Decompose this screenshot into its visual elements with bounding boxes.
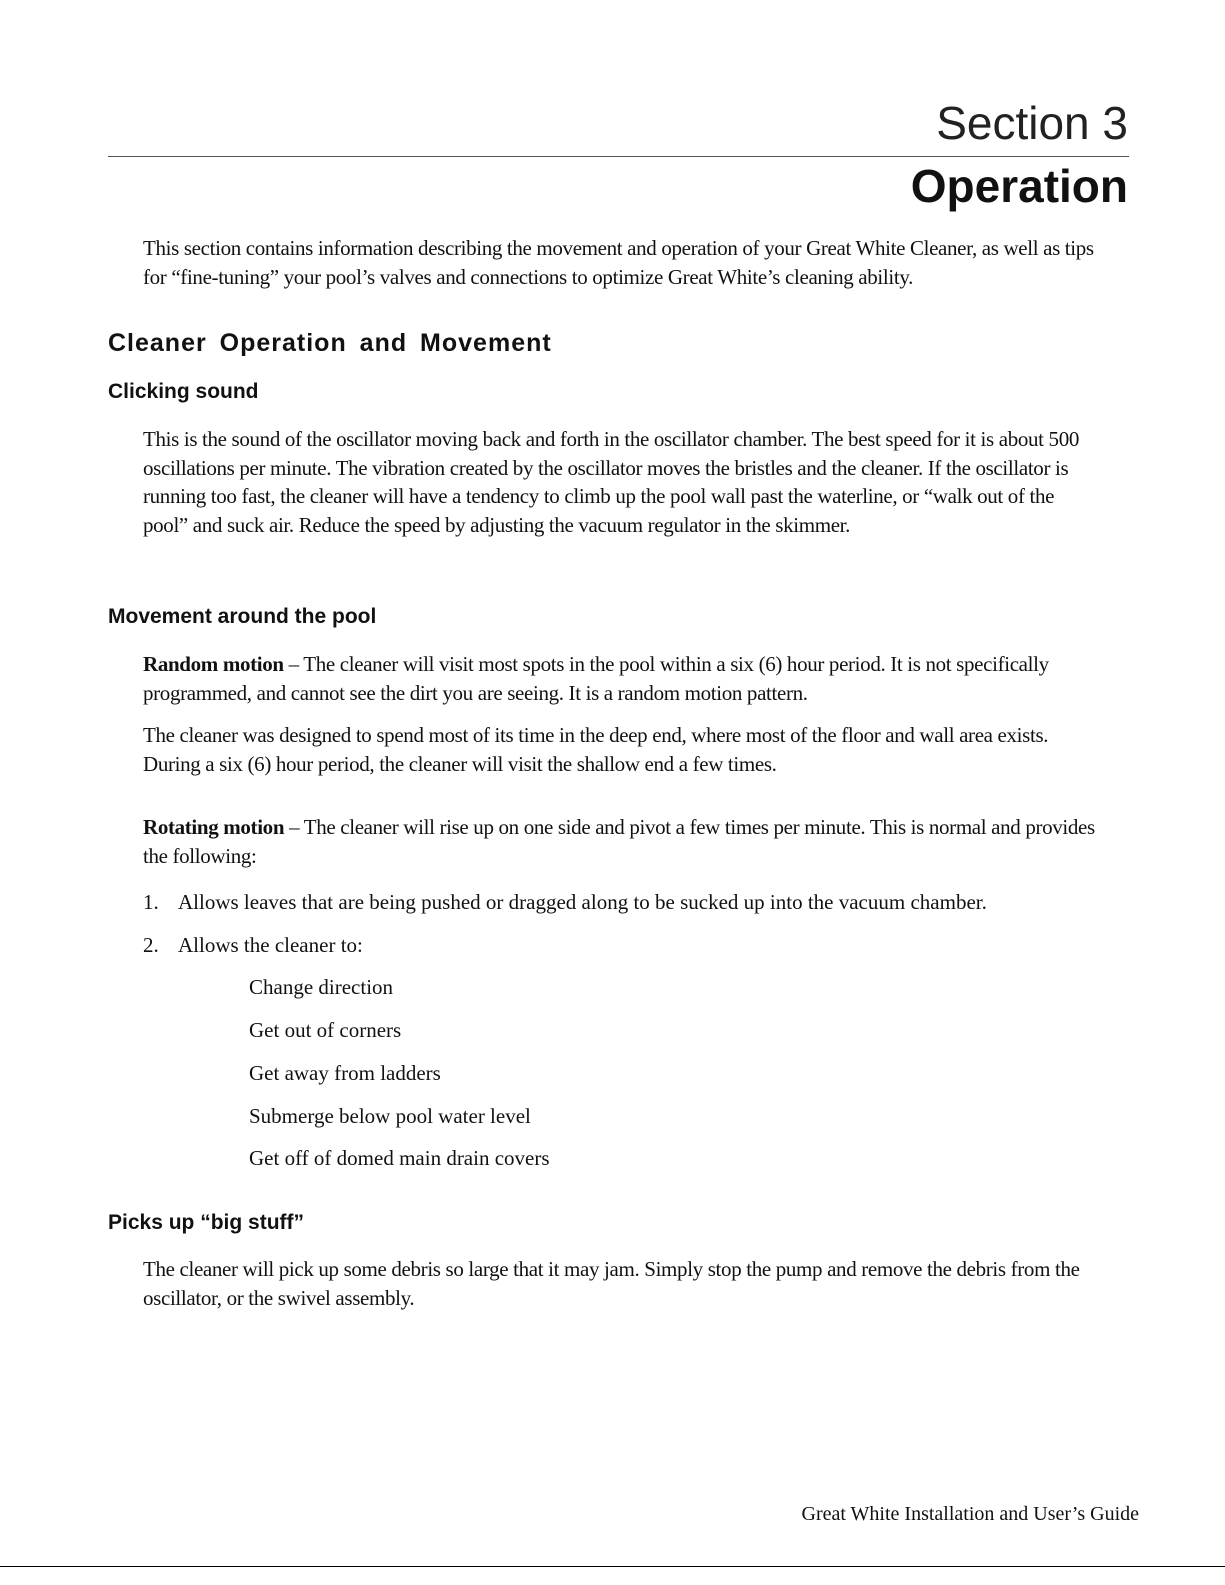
big-stuff-heading: Picks up “big stuff” <box>108 1211 305 1234</box>
rotating-motion-paragraph <box>143 813 1103 870</box>
item-text: Allows the cleaner to: <box>178 933 363 957</box>
item-number: 2. <box>143 933 159 957</box>
big-stuff-paragraph: The cleaner will pick up some debris so large that it may jam. Simply stop the pump and remove the debris from the oscillator, or the swivel assembly. <box>143 1257 1080 1310</box>
section-heading: Cleaner Operation and Movement <box>108 329 552 357</box>
item-text: Allows leaves that are being pushed or dragged along to be sucked up into the vacuum chamber. <box>178 890 987 914</box>
random-motion-paragraph <box>143 650 1103 707</box>
rotating-motion-label: Rotating motion <box>143 815 285 839</box>
sub-list-item: Get off of domed main drain covers <box>249 1146 550 1170</box>
section-number: Section 3 <box>936 97 1128 149</box>
rotating-motion-text: – The cleaner will rise up on one side and pivot a few times per minute. This is normal and provides the following: <box>143 815 1095 868</box>
section-title: Operation <box>910 160 1128 212</box>
sub-list-item: Get out of corners <box>249 1018 402 1042</box>
item-number: 1. <box>143 890 159 914</box>
clicking-sound-paragraph: This is the sound of the oscillator moving back and forth in the oscillator chamber. The best speed for it is about 500 oscillations per minute. The vibration created by the oscillator moves the bristles and the cleaner. If the oscillator is running too fast, the cleaner will have a tendency to climb up the pool wall past the waterline, or “walk out of the pool” and suck air. Reduce the speed by adjusting the vacuum regulator in the skimmer. <box>143 427 1080 537</box>
random-motion-text: – The cleaner will visit most spots in the pool within a six (6) hour period. It is not specifically programmed, and cannot see the dirt you are seeing. It is a random motion pattern. <box>143 652 1049 705</box>
sub-list-item: Submerge below pool water level <box>249 1104 531 1128</box>
random-motion-label: Random motion <box>143 652 284 676</box>
deep-end-paragraph: The cleaner was designed to spend most of its time in the deep end, where most of the floor and wall area exists. During a six (6) hour period, the cleaner will visit the shallow end a few times. <box>143 723 1049 776</box>
sub-list-item: Change direction <box>249 975 394 999</box>
bottom-rule <box>0 1566 1225 1567</box>
intro-paragraph: This section contains information describing the movement and operation of your Great White Cleaner, as well as tips for “fine-tuning” your pool’s valves and connections to optimize Great White’s cleaning ability. <box>143 236 1094 289</box>
numbered-item <box>143 931 363 959</box>
header-rule <box>108 156 1129 157</box>
clicking-sound-heading: Clicking sound <box>108 380 259 403</box>
movement-heading: Movement around the pool <box>108 605 377 628</box>
numbered-item <box>143 888 987 916</box>
page-footer: Great White Installation and User’s Guide <box>801 1503 1139 1525</box>
sub-list-item: Get away from ladders <box>249 1061 441 1085</box>
